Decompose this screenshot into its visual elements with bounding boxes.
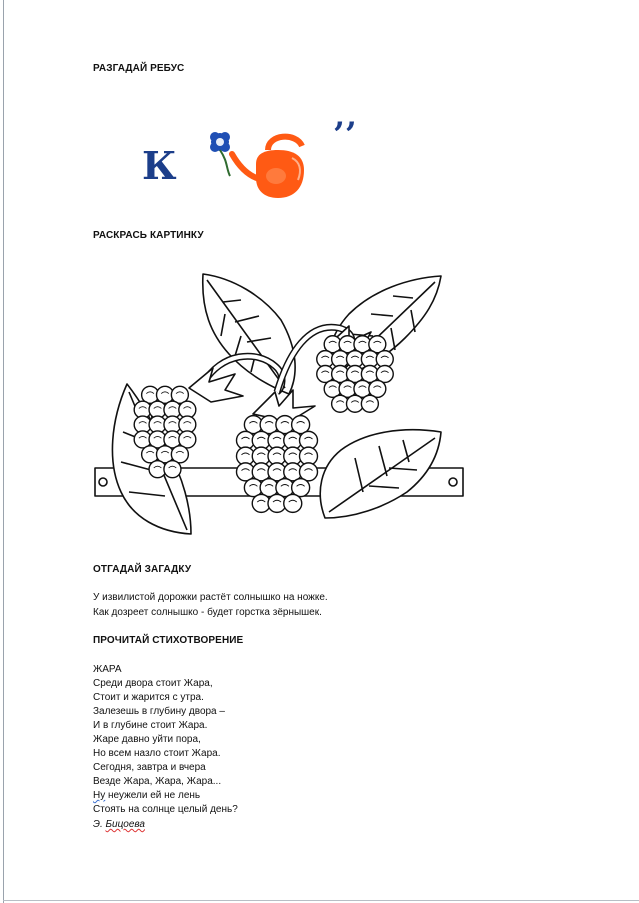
page-bottom-edge [3, 900, 639, 901]
poem-author [93, 819, 145, 830]
rebus-letter: К [142, 143, 177, 188]
flower-icon [210, 132, 230, 176]
poem-line-6: Но всем назло стоит Жара. [93, 748, 221, 759]
poem-heading: ПРОЧИТАЙ СТИХОТВОРЕНИЕ [93, 635, 244, 646]
poem-title: ЖАРА [93, 664, 122, 675]
poem-author-surname: Бицоева [105, 819, 145, 830]
watering-can-icon [232, 137, 304, 198]
poem-line-5: Жаре давно уйти пора, [93, 734, 201, 745]
drupelet [361, 395, 378, 412]
raspberry-coloring-image [93, 256, 465, 552]
rebus-heading: РАЗГАДАЙ РЕБУС [93, 63, 185, 74]
drupelet [164, 461, 181, 478]
coloring-heading: РАСКРАСЬ КАРТИНКУ [93, 230, 204, 241]
poem-line-8: Везде Жара, Жара, Жара... [93, 776, 222, 787]
riddle-line-1: У извилистой дорожки растёт солнышко на ножке. [93, 592, 328, 603]
leaf-bottom-right [320, 430, 441, 518]
rebus-quote-mark: ’’ [333, 115, 357, 155]
poem-line-2: Стоит и жарится с утра. [93, 692, 204, 703]
poem-line-9-first-word: Ну [93, 790, 106, 801]
watering-can-flower-image [206, 128, 318, 204]
poem-author-initial: Э. [93, 819, 106, 830]
poem-line-9 [93, 790, 200, 801]
poem-line-3: Залезешь в глубину двора – [93, 706, 225, 717]
riddle-heading: ОТГАДАЙ ЗАГАДКУ [93, 564, 192, 575]
poem-line-10: Стоять на солнце целый день? [93, 804, 238, 815]
poem-line-7: Сегодня, завтра и вчера [93, 762, 206, 773]
riddle-line-2: Как дозреет солнышко - будет горстка зёрнышек. [93, 607, 322, 618]
poem-line-9-rest: неужели ей не лень [105, 790, 201, 801]
drupelet [284, 494, 302, 512]
poem-line-4: И в глубине стоит Жара. [93, 720, 208, 731]
poem-line-1: Среди двора стоит Жара, [93, 678, 213, 689]
page-left-edge [3, 0, 4, 903]
